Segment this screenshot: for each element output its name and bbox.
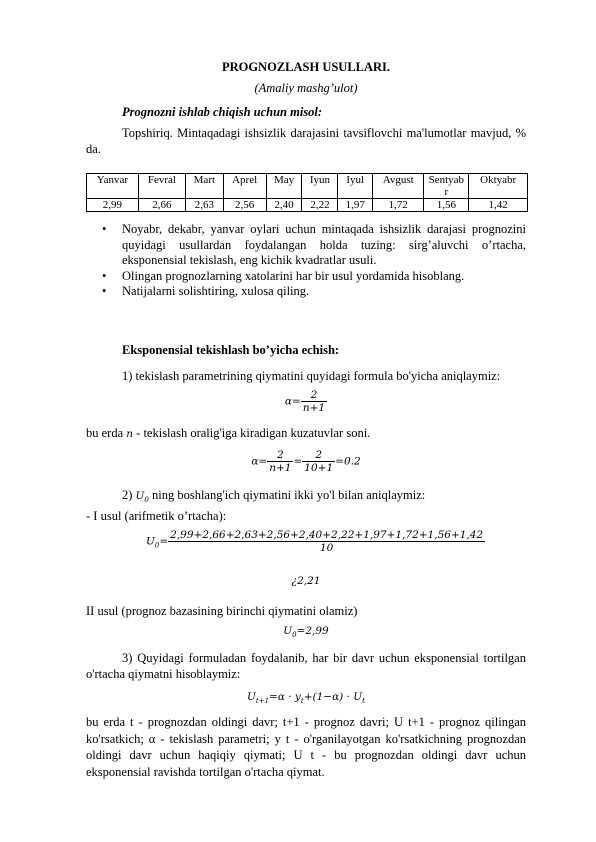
list-item: • Noyabr, dekabr, yanvar oylari uchun mintaqada ishsizlik darajasi prognozini quyidagi usullardan foydalangan holda tuzing: sirg’aluvchi o’rtacha, eksponensial tekislash, eng kichik kvadratlar usuli.: [102, 222, 526, 267]
formula-u0-result: ¿2,21: [291, 575, 321, 587]
formula-u0-mean: $U_0=$ $\frac{2,99+2,66+2,63+2,56+2,40+2,22+1,97+1,72+1,56+1,42}{10}$: [146, 529, 484, 554]
table-cell: 2,63: [186, 199, 224, 212]
table-cell: 2,66: [138, 199, 185, 212]
table-cell: 2,56: [223, 199, 266, 212]
list-item: • Natijalarni solishtiring, xulosa qiling.: [102, 284, 310, 298]
table-header-cell: Aprel: [223, 174, 266, 199]
table-header-cell: Mart: [186, 174, 224, 199]
step-3-text: 3) Quyidagi formuladan foydalanib, har bir davr uchun eksponensial tortilgan o'rtacha qiymatni hisoblaymiz:: [86, 651, 526, 681]
table-row: [87, 199, 528, 212]
formula-exp-smoothing: $U_{t+1}=\alpha \cdot y_t+(1-\alpha) \cdot U_t$: [247, 691, 365, 706]
formula-alpha: α= $\frac{2}{n+1}$: [284, 389, 326, 414]
table-cell: 2,99: [87, 199, 139, 212]
table-header-cell: Iyul: [338, 174, 373, 199]
task-bullet-list: [86, 222, 526, 300]
table-cell: 1,97: [338, 199, 373, 212]
page-subtitle: (Amaliy mashg’ulot): [254, 81, 358, 95]
table-header-cell: Yanvar: [87, 174, 139, 199]
table-header-cell: Oktyabr: [469, 174, 528, 199]
method-1-text: - I usul (arifmetik o’rtacha):: [86, 509, 227, 523]
step-2-text: 2) $U_0$ ning boshlang'ich qiymatini ikki yo'l bilan aniqlaymiz:: [122, 488, 426, 505]
formula-u0-first: $U_0=2,99$: [283, 625, 329, 640]
bullet-icon: •: [102, 268, 107, 283]
heading-solution: Eksponensial tekishlash bo’yicha echish:: [122, 343, 340, 357]
unemployment-table: [86, 173, 528, 212]
table-cell: 2,40: [266, 199, 302, 212]
task-paragraph: Topshiriq. Mintaqadagi ishsizlik darajasini tavsiflovchi ma'lumotlar mavjud, % da.: [86, 126, 526, 156]
explanation-paragraph: bu erda t - prognozdan oldingi davr; t+1 - prognoz davri; U t+1 - prognoz qilingan ko'rsatkich; α - tekislash parametri; y t - o'rganilayotgan ko'rsatkichning prognozdan oldingi davr uchun haqiqiy qiymati; U t - bu prognozdan oldingi davr uchun eksponensial ravishda tortilgan o'rtacha qiymat.: [86, 715, 526, 779]
table-header-cell: Avgust: [373, 174, 424, 199]
table-cell: 1,72: [373, 199, 424, 212]
table-header-cell: Iyun: [302, 174, 338, 199]
page-title: PROGNOZLASH USULLARI.: [221, 60, 391, 74]
table-cell: 1,42: [469, 199, 528, 212]
table-header-cell: Sentyab r: [424, 174, 469, 199]
bullet-icon: •: [102, 284, 107, 298]
table-cell: 2,22: [302, 199, 338, 212]
table-header-cell: Fevral: [138, 174, 185, 199]
list-item: • Olingan prognozlarning xatolarini har bir usul yordamida hisoblang.: [102, 268, 465, 283]
table-cell: 1,56: [424, 199, 469, 212]
bullet-icon: •: [102, 222, 107, 236]
method-2-text: II usul (prognoz bazasining birinchi qiymatini olamiz): [86, 604, 358, 618]
table-header-cell: May: [266, 174, 302, 199]
step-1-text: 1) tekislash parametrining qiymatini quyidagi formula bo'yicha aniqlaymiz:: [122, 369, 501, 383]
table-header-row: [87, 174, 528, 199]
formula-alpha-value: α= $\frac{2}{n+1}$ = $\frac{2}{10+1}$ =0.2: [251, 449, 361, 474]
heading-example: Prognozni ishlab chiqish uchun misol:: [122, 105, 323, 119]
where-n-text: bu erda n - tekislash oralig'iga kiradigan kuzatuvlar soni.: [86, 426, 371, 440]
